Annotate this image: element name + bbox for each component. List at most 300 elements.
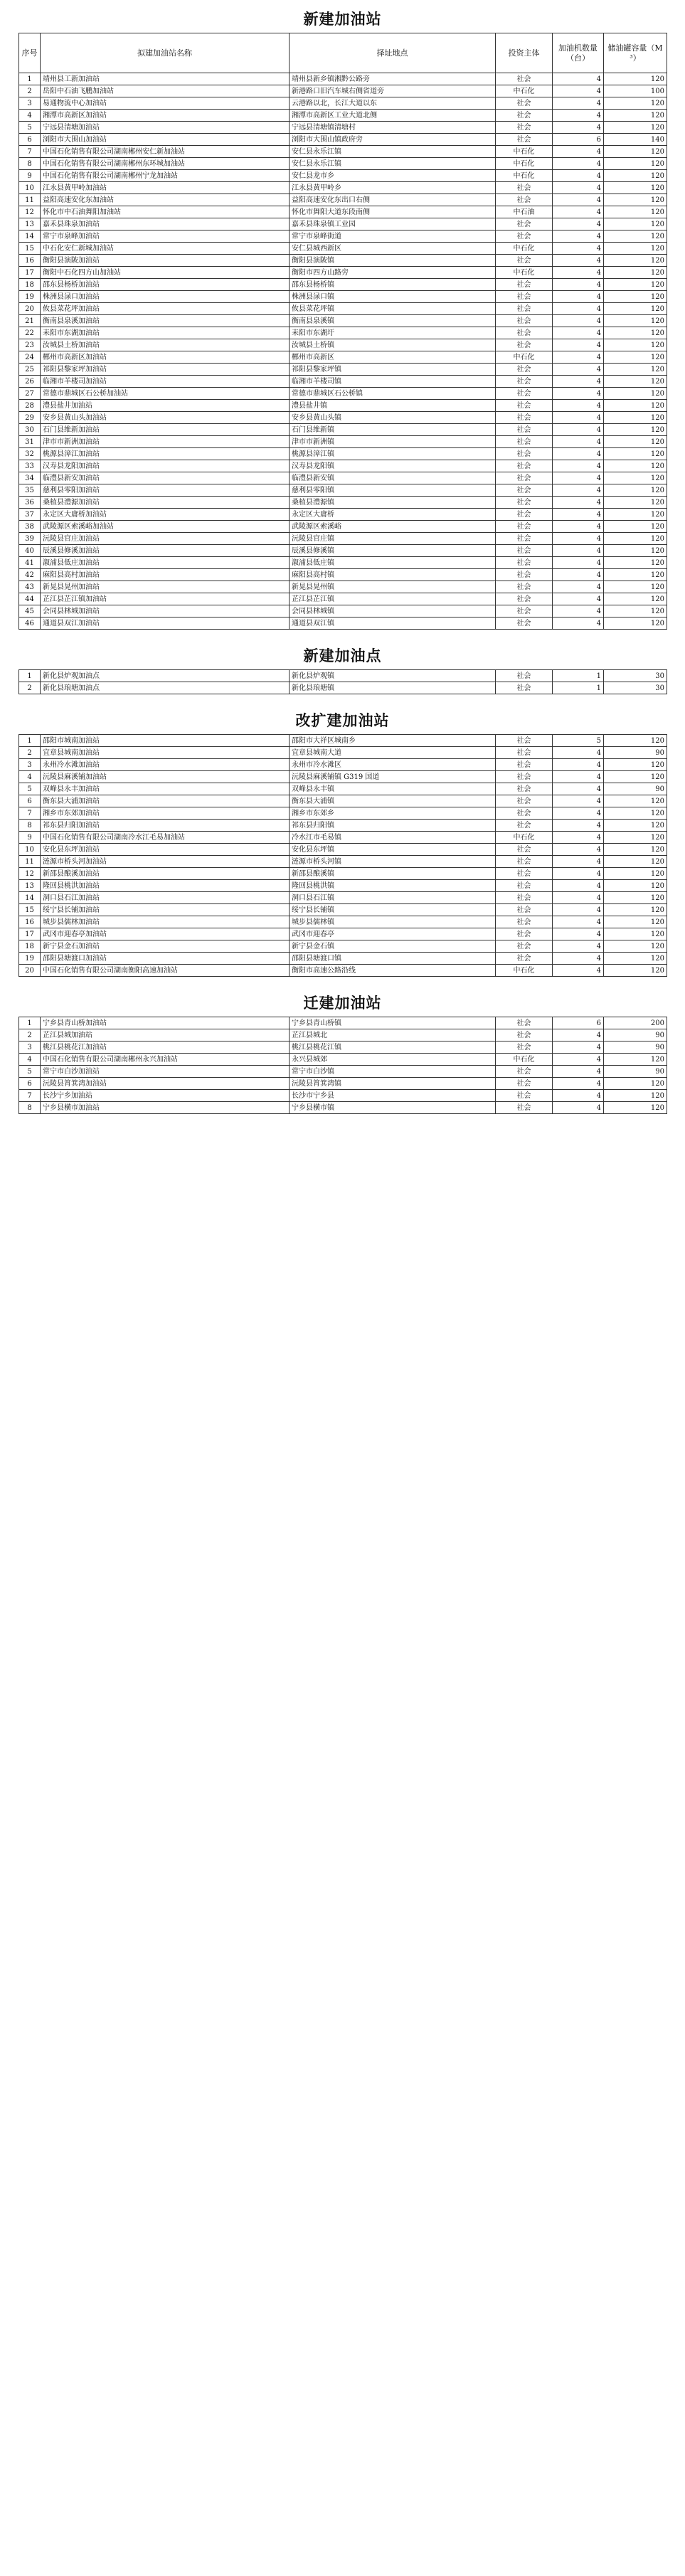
column-header: 加油机数量（台） xyxy=(553,33,604,73)
pump-count: 4 xyxy=(553,844,604,856)
table-row xyxy=(19,110,667,122)
site-location: 武冈市迎春亭 xyxy=(290,928,496,940)
site-location: 云港路以北，长江大道以东 xyxy=(290,97,496,110)
pump-count: 4 xyxy=(553,97,604,110)
table-row xyxy=(19,581,667,593)
station-name: 中国石化销售有限公司湖南郴州安仁新加油站 xyxy=(41,146,290,158)
tank-capacity: 120 xyxy=(604,303,667,315)
row-index: 10 xyxy=(19,844,41,856)
section-gap xyxy=(18,982,667,990)
table-row xyxy=(19,146,667,158)
investor: 社会 xyxy=(496,880,553,892)
investor: 社会 xyxy=(496,327,553,339)
table-row xyxy=(19,73,667,85)
pump-count: 4 xyxy=(553,533,604,545)
station-name: 石门县维新加油站 xyxy=(41,424,290,436)
site-location: 安化县东坪镇 xyxy=(290,844,496,856)
table-row xyxy=(19,618,667,630)
table-row xyxy=(19,1017,667,1029)
table-row xyxy=(19,593,667,605)
station-name: 会同县林城加油站 xyxy=(41,605,290,618)
station-name: 怀化市中石油舞阳加油站 xyxy=(41,206,290,218)
row-index: 14 xyxy=(19,230,41,243)
pump-count: 4 xyxy=(553,194,604,206)
site-location: 沅陵县官庄镇 xyxy=(290,533,496,545)
row-index: 7 xyxy=(19,146,41,158)
sections xyxy=(18,6,667,1114)
site-location: 新邵县酿溪镇 xyxy=(290,868,496,880)
pump-count: 4 xyxy=(553,953,604,965)
investor: 社会 xyxy=(496,892,553,904)
investor: 中石化 xyxy=(496,832,553,844)
site-location: 常德市鼎城区石公桥镇 xyxy=(290,388,496,400)
investor: 社会 xyxy=(496,1066,553,1078)
table-row xyxy=(19,400,667,412)
row-index: 16 xyxy=(19,916,41,928)
tank-capacity: 120 xyxy=(604,110,667,122)
table-row xyxy=(19,1041,667,1054)
site-location: 武陵源区索溪峪 xyxy=(290,521,496,533)
row-index: 14 xyxy=(19,892,41,904)
station-name: 江永县黄甲岭加油站 xyxy=(41,182,290,194)
section-title: 新建加油点 xyxy=(303,647,382,664)
table-row xyxy=(19,460,667,472)
column-header: 序号 xyxy=(19,33,41,73)
site-location: 会同县林城镇 xyxy=(290,605,496,618)
pump-count: 4 xyxy=(553,267,604,279)
site-location: 湘乡市东郊乡 xyxy=(290,807,496,820)
pump-count: 4 xyxy=(553,436,604,448)
station-name: 常宁市泉峰加油站 xyxy=(41,230,290,243)
tank-capacity: 120 xyxy=(604,581,667,593)
pump-count: 4 xyxy=(553,484,604,497)
investor: 社会 xyxy=(496,928,553,940)
investor: 社会 xyxy=(496,569,553,581)
pump-count: 4 xyxy=(553,904,604,916)
table-row xyxy=(19,194,667,206)
tank-capacity: 120 xyxy=(604,735,667,747)
table-row xyxy=(19,364,667,376)
row-index: 3 xyxy=(19,1041,41,1054)
site-location: 麻阳县高村镇 xyxy=(290,569,496,581)
site-location: 衡阳县演陂镇 xyxy=(290,255,496,267)
site-location: 安仁县龙市乡 xyxy=(290,170,496,182)
site-location: 隆回县桃洪镇 xyxy=(290,880,496,892)
row-index: 11 xyxy=(19,856,41,868)
station-name: 新化县琅塘加油点 xyxy=(41,682,290,694)
station-name: 绥宁县长铺加油站 xyxy=(41,904,290,916)
table-row xyxy=(19,218,667,230)
pump-count: 4 xyxy=(553,569,604,581)
pump-count: 4 xyxy=(553,1054,604,1066)
investor: 社会 xyxy=(496,953,553,965)
site-location: 津市市新洲镇 xyxy=(290,436,496,448)
investor: 中石化 xyxy=(496,170,553,182)
pump-count: 4 xyxy=(553,303,604,315)
page xyxy=(0,0,685,1124)
pump-count: 4 xyxy=(553,339,604,351)
tank-capacity: 120 xyxy=(604,267,667,279)
table-row xyxy=(19,670,667,682)
row-index: 24 xyxy=(19,351,41,364)
site-location: 桃江县桃花江镇 xyxy=(290,1041,496,1054)
table-row xyxy=(19,303,667,315)
investor: 中石化 xyxy=(496,351,553,364)
row-index: 18 xyxy=(19,940,41,953)
row-index: 46 xyxy=(19,618,41,630)
pump-count: 4 xyxy=(553,557,604,569)
row-index: 26 xyxy=(19,376,41,388)
row-index: 40 xyxy=(19,545,41,557)
row-index: 32 xyxy=(19,448,41,460)
tank-capacity: 120 xyxy=(604,916,667,928)
station-name: 辰溪县修溪加油站 xyxy=(41,545,290,557)
site-location: 临澧县新安镇 xyxy=(290,472,496,484)
station-name: 攸县菜花坪加油站 xyxy=(41,303,290,315)
station-name: 中国石化销售有限公司湖南郴州宁龙加油站 xyxy=(41,170,290,182)
site-location: 桑植县澧源镇 xyxy=(290,497,496,509)
row-index: 2 xyxy=(19,85,41,97)
pump-count: 4 xyxy=(553,856,604,868)
site-location: 郴州市高新区 xyxy=(290,351,496,364)
pump-count: 4 xyxy=(553,218,604,230)
station-name: 新宁县金石加油站 xyxy=(41,940,290,953)
table-row xyxy=(19,832,667,844)
investor: 社会 xyxy=(496,291,553,303)
station-name: 麻阳县高村加油站 xyxy=(41,569,290,581)
table-row xyxy=(19,388,667,400)
tank-capacity: 120 xyxy=(604,243,667,255)
row-index: 1 xyxy=(19,735,41,747)
table-row xyxy=(19,916,667,928)
site-location: 澧县盐井镇 xyxy=(290,400,496,412)
row-index: 44 xyxy=(19,593,41,605)
investor: 中石化 xyxy=(496,243,553,255)
pump-count: 4 xyxy=(553,315,604,327)
pump-count: 1 xyxy=(553,670,604,682)
investor: 社会 xyxy=(496,856,553,868)
station-name: 临湘市羊楼司加油站 xyxy=(41,376,290,388)
tank-capacity: 120 xyxy=(604,892,667,904)
row-index: 3 xyxy=(19,759,41,771)
investor: 社会 xyxy=(496,557,553,569)
table-row xyxy=(19,856,667,868)
table-row xyxy=(19,904,667,916)
row-index: 4 xyxy=(19,1054,41,1066)
tank-capacity: 90 xyxy=(604,747,667,759)
pump-count: 4 xyxy=(553,916,604,928)
site-location: 益阳高速安化东出口右侧 xyxy=(290,194,496,206)
pump-count: 4 xyxy=(553,206,604,218)
pump-count: 4 xyxy=(553,1090,604,1102)
station-name: 武陵源区索溪峪加油站 xyxy=(41,521,290,533)
tank-capacity: 120 xyxy=(604,158,667,170)
section-title: 改扩建加油站 xyxy=(295,711,390,729)
station-name: 岳阳中石油飞鹏加油站 xyxy=(41,85,290,97)
investor: 社会 xyxy=(496,509,553,521)
row-index: 5 xyxy=(19,122,41,134)
site-location: 洞口县石江镇 xyxy=(290,892,496,904)
site-location: 宁远县清塘镇清塘村 xyxy=(290,122,496,134)
tank-capacity: 120 xyxy=(604,424,667,436)
site-location: 江永县黄甲岭乡 xyxy=(290,182,496,194)
pump-count: 1 xyxy=(553,682,604,694)
table-row xyxy=(19,747,667,759)
station-name: 临澧县新安加油站 xyxy=(41,472,290,484)
pump-count: 4 xyxy=(553,146,604,158)
section-gap xyxy=(18,635,667,642)
site-location: 涟源市桥头河镇 xyxy=(290,856,496,868)
row-index: 3 xyxy=(19,97,41,110)
investor: 社会 xyxy=(496,904,553,916)
investor: 社会 xyxy=(496,436,553,448)
station-name: 中国石化销售有限公司湖南郴州永兴加油站 xyxy=(41,1054,290,1066)
investor: 社会 xyxy=(496,97,553,110)
site-location: 芷江县芷江镇 xyxy=(290,593,496,605)
table-row xyxy=(19,158,667,170)
pump-count: 4 xyxy=(553,820,604,832)
pump-count: 4 xyxy=(553,1029,604,1041)
row-index: 2 xyxy=(19,747,41,759)
site-location: 永兴县城郊 xyxy=(290,1054,496,1066)
tank-capacity: 120 xyxy=(604,771,667,783)
table-row xyxy=(19,339,667,351)
station-name: 中石化安仁新城加油站 xyxy=(41,243,290,255)
investor: 社会 xyxy=(496,1078,553,1090)
row-index: 15 xyxy=(19,904,41,916)
station-name: 慈利县零阳加油站 xyxy=(41,484,290,497)
pump-count: 4 xyxy=(553,364,604,376)
table-row xyxy=(19,940,667,953)
row-index: 5 xyxy=(19,1066,41,1078)
table-row xyxy=(19,605,667,618)
station-name: 益阳高速安化东加油站 xyxy=(41,194,290,206)
station-name: 沅陵县筲箕湾加油站 xyxy=(41,1078,290,1090)
site-location: 辰溪县修溪镇 xyxy=(290,545,496,557)
tank-capacity: 120 xyxy=(604,484,667,497)
table-row xyxy=(19,682,667,694)
investor: 社会 xyxy=(496,940,553,953)
pump-count: 4 xyxy=(553,351,604,364)
row-index: 4 xyxy=(19,110,41,122)
site-location: 冷水江市毛易镇 xyxy=(290,832,496,844)
investor: 社会 xyxy=(496,1017,553,1029)
tank-capacity: 30 xyxy=(604,682,667,694)
row-index: 4 xyxy=(19,771,41,783)
station-name: 沅陵县官庄加油站 xyxy=(41,533,290,545)
station-name: 耒阳市东湖加油站 xyxy=(41,327,290,339)
station-name: 沅陵县麻溪铺加油站 xyxy=(41,771,290,783)
investor: 社会 xyxy=(496,400,553,412)
pump-count: 4 xyxy=(553,472,604,484)
pump-count: 4 xyxy=(553,400,604,412)
tank-capacity: 120 xyxy=(604,533,667,545)
investor: 社会 xyxy=(496,820,553,832)
table-row xyxy=(19,134,667,146)
site-location: 安仁县城西新区 xyxy=(290,243,496,255)
station-name: 汉寿县龙阳加油站 xyxy=(41,460,290,472)
tank-capacity: 120 xyxy=(604,880,667,892)
station-name: 洞口县石江加油站 xyxy=(41,892,290,904)
pump-count: 4 xyxy=(553,279,604,291)
tank-capacity: 140 xyxy=(604,134,667,146)
station-name: 宁乡县青山桥加油站 xyxy=(41,1017,290,1029)
pump-count: 4 xyxy=(553,327,604,339)
table-row xyxy=(19,533,667,545)
table-row xyxy=(19,230,667,243)
column-header: 拟建加油站名称 xyxy=(41,33,290,73)
investor: 社会 xyxy=(496,303,553,315)
station-table xyxy=(18,33,667,630)
site-location: 新化县炉观镇 xyxy=(290,670,496,682)
pump-count: 4 xyxy=(553,412,604,424)
station-name: 常德市鼎城区石公桥加油站 xyxy=(41,388,290,400)
tank-capacity: 120 xyxy=(604,521,667,533)
pump-count: 4 xyxy=(553,759,604,771)
investor: 社会 xyxy=(496,735,553,747)
investor: 社会 xyxy=(496,315,553,327)
site-location: 祁阳县黎家坪镇 xyxy=(290,364,496,376)
site-location: 临湘市羊楼司镇 xyxy=(290,376,496,388)
pump-count: 4 xyxy=(553,460,604,472)
table-row xyxy=(19,351,667,364)
station-name: 中国石化销售有限公司湖南郴州东环城加油站 xyxy=(41,158,290,170)
investor: 社会 xyxy=(496,844,553,856)
pump-count: 4 xyxy=(553,110,604,122)
table-row xyxy=(19,436,667,448)
investor: 社会 xyxy=(496,182,553,194)
tank-capacity: 120 xyxy=(604,965,667,977)
tank-capacity: 120 xyxy=(604,315,667,327)
station-table xyxy=(18,1017,667,1114)
section-title: 迁建加油站 xyxy=(303,994,382,1012)
pump-count: 4 xyxy=(553,122,604,134)
pump-count: 4 xyxy=(553,230,604,243)
investor: 社会 xyxy=(496,783,553,795)
pump-count: 4 xyxy=(553,291,604,303)
row-index: 1 xyxy=(19,73,41,85)
investor: 社会 xyxy=(496,618,553,630)
tank-capacity: 90 xyxy=(604,1029,667,1041)
table-row xyxy=(19,1078,667,1090)
pump-count: 4 xyxy=(553,618,604,630)
station-name: 中国石化销售有限公司湖南冷水江毛易加油站 xyxy=(41,832,290,844)
investor: 社会 xyxy=(496,424,553,436)
table-row xyxy=(19,509,667,521)
row-index: 16 xyxy=(19,255,41,267)
tank-capacity: 120 xyxy=(604,339,667,351)
station-name: 永州冷水滩加油站 xyxy=(41,759,290,771)
row-index: 20 xyxy=(19,303,41,315)
table-row xyxy=(19,243,667,255)
pump-count: 4 xyxy=(553,1102,604,1114)
investor: 社会 xyxy=(496,497,553,509)
station-name: 新邵县酿溪加油站 xyxy=(41,868,290,880)
station-name: 宜章县城南加油站 xyxy=(41,747,290,759)
site-location: 嘉禾县珠泉镇工业园 xyxy=(290,218,496,230)
station-name: 宁乡县横市加油站 xyxy=(41,1102,290,1114)
row-index: 43 xyxy=(19,581,41,593)
investor: 社会 xyxy=(496,412,553,424)
investor: 社会 xyxy=(496,795,553,807)
station-name: 桃江县桃花江加油站 xyxy=(41,1041,290,1054)
table-row xyxy=(19,267,667,279)
tank-capacity: 120 xyxy=(604,73,667,85)
row-index: 1 xyxy=(19,1017,41,1029)
station-name: 溆浦县低庄加油站 xyxy=(41,557,290,569)
station-name: 邵东县杨桥加油站 xyxy=(41,279,290,291)
row-index: 8 xyxy=(19,1102,41,1114)
station-name: 祁东县归阳加油站 xyxy=(41,820,290,832)
investor: 社会 xyxy=(496,1090,553,1102)
investor: 社会 xyxy=(496,759,553,771)
investor: 社会 xyxy=(496,747,553,759)
site-location: 常宁市白沙镇 xyxy=(290,1066,496,1078)
table-row xyxy=(19,170,667,182)
row-index: 21 xyxy=(19,315,41,327)
pump-count: 4 xyxy=(553,243,604,255)
station-name: 衡阳中石化四方山加油站 xyxy=(41,267,290,279)
site-location: 新化县琅塘镇 xyxy=(290,682,496,694)
site-location: 衡东县大浦镇 xyxy=(290,795,496,807)
tank-capacity: 120 xyxy=(604,807,667,820)
table-row xyxy=(19,820,667,832)
tank-capacity: 120 xyxy=(604,1054,667,1066)
tank-capacity: 120 xyxy=(604,376,667,388)
station-name: 新晃县晃州加油站 xyxy=(41,581,290,593)
pump-count: 4 xyxy=(553,892,604,904)
tank-capacity: 120 xyxy=(604,618,667,630)
site-location: 宜章县城南大道 xyxy=(290,747,496,759)
row-index: 17 xyxy=(19,267,41,279)
site-location: 怀化市舞阳大道东段南侧 xyxy=(290,206,496,218)
investor: 社会 xyxy=(496,460,553,472)
tank-capacity: 120 xyxy=(604,97,667,110)
row-index: 12 xyxy=(19,206,41,218)
site-location: 城步县儒林镇 xyxy=(290,916,496,928)
row-index: 25 xyxy=(19,364,41,376)
row-index: 36 xyxy=(19,497,41,509)
station-name: 新化县炉观加油点 xyxy=(41,670,290,682)
site-location: 沅陵县麻溪铺镇 G319 国道 xyxy=(290,771,496,783)
tank-capacity: 120 xyxy=(604,182,667,194)
pump-count: 4 xyxy=(553,783,604,795)
table-row xyxy=(19,892,667,904)
tank-capacity: 120 xyxy=(604,412,667,424)
row-index: 6 xyxy=(19,134,41,146)
pump-count: 4 xyxy=(553,182,604,194)
tank-capacity: 120 xyxy=(604,832,667,844)
investor: 中石油 xyxy=(496,206,553,218)
investor: 社会 xyxy=(496,533,553,545)
tank-capacity: 90 xyxy=(604,1066,667,1078)
tank-capacity: 30 xyxy=(604,670,667,682)
station-name: 通道县双江加油站 xyxy=(41,618,290,630)
table-row xyxy=(19,291,667,303)
investor: 社会 xyxy=(496,376,553,388)
site-location: 邵阳县塘渡口镇 xyxy=(290,953,496,965)
table-row xyxy=(19,448,667,460)
table-row xyxy=(19,521,667,533)
investor: 社会 xyxy=(496,916,553,928)
row-index: 41 xyxy=(19,557,41,569)
investor: 社会 xyxy=(496,364,553,376)
investor: 中石化 xyxy=(496,1054,553,1066)
site-location: 湘潭市高新区工业大道北侧 xyxy=(290,110,496,122)
site-location: 芷江县城北 xyxy=(290,1029,496,1041)
pump-count: 4 xyxy=(553,605,604,618)
tank-capacity: 120 xyxy=(604,593,667,605)
